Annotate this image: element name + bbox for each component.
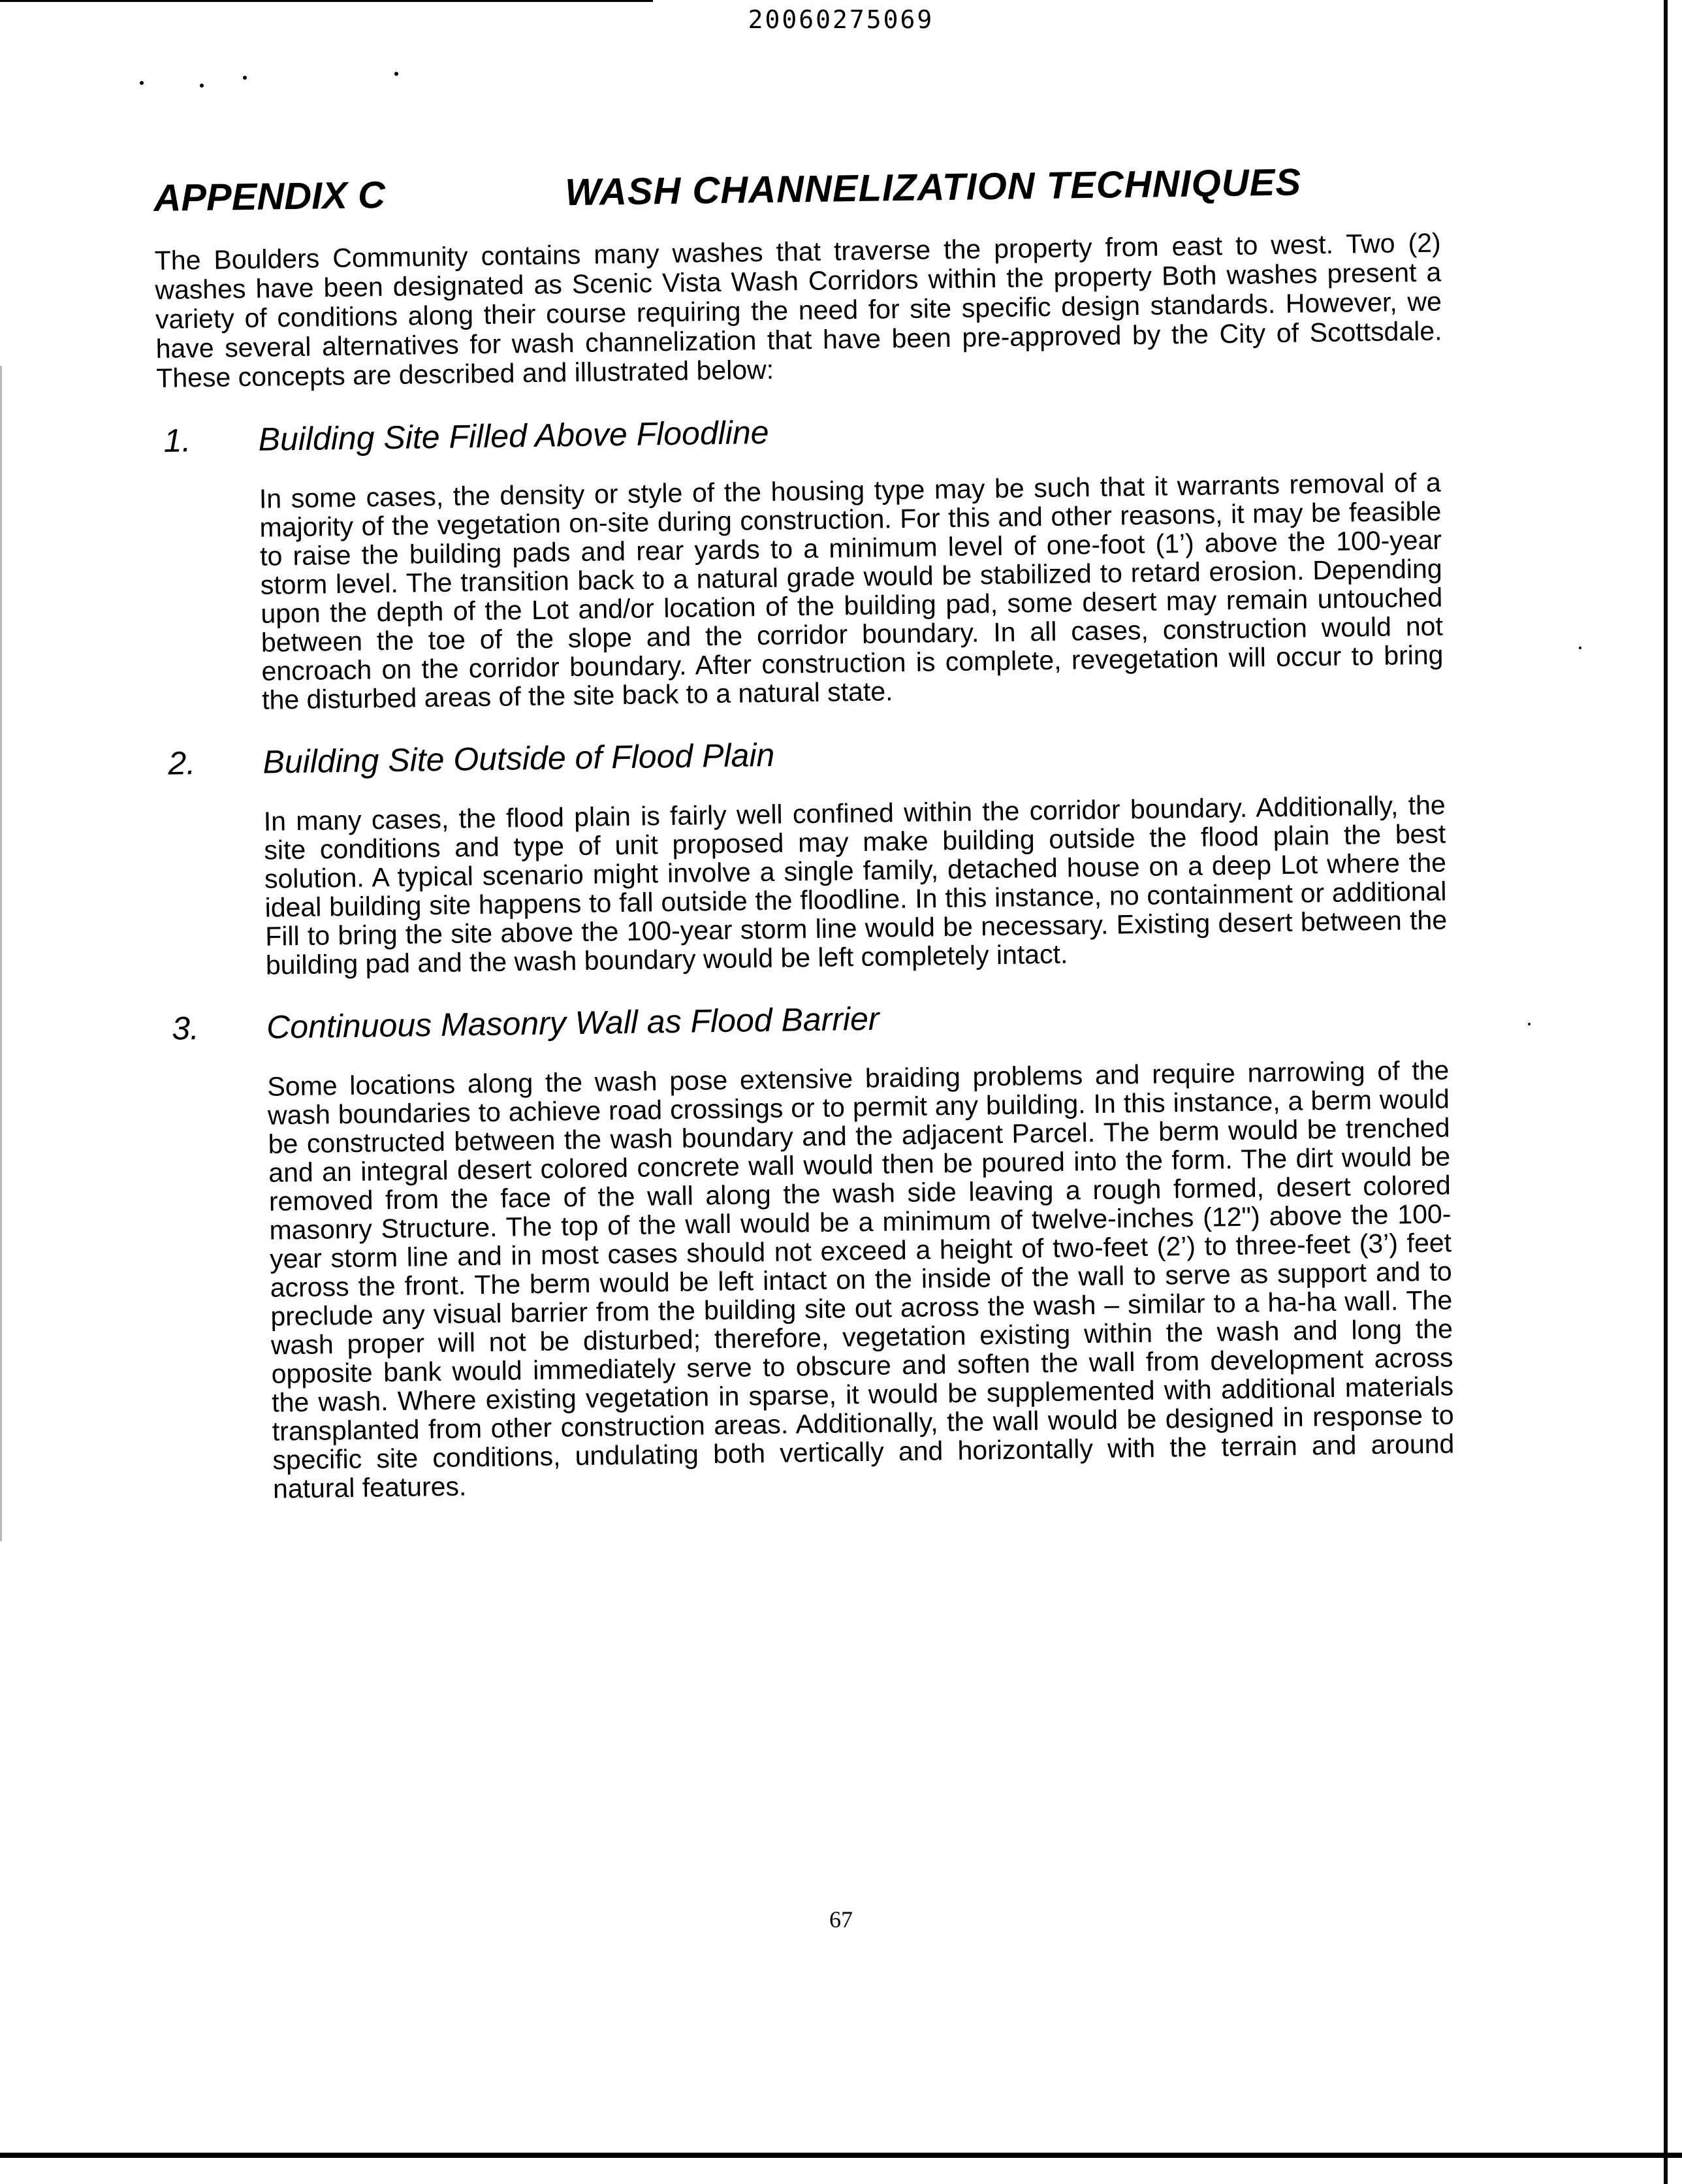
page-number: 67 bbox=[829, 1906, 853, 1933]
scan-speck bbox=[394, 72, 398, 76]
section-number: 1. bbox=[163, 422, 191, 459]
section-body: In some cases, the density or style of the housing type may be such that it warrants removal of a majority of the vegetation on-site during construction. For this and other reasons, it may be feasible to raise the building pads and rear yards to a minimum level of one-foot (1’) above the 100-year storm level. The transition back to a natural grade would be stabilized to retard erosion. Depending upon the depth of the Lot and/or location of the building pad, some desert may remain untouched between the toe of the slope and the corridor boundary. In all cases, construction would not encroach on the corridor boundary. After construction is complete, revegetation will occur to bring the disturbed areas of the site back to a natural state. bbox=[259, 467, 1444, 715]
scan-speck bbox=[140, 81, 144, 85]
section-body: Some locations along the wash pose extensive braiding problems and require narrowing of the wash boundaries to achieve road crossings or to permit any building. In this instance, a berm would be constructed between the wash boundary and the adjacent Parcel. The berm would be trenched and an integral desert colored concrete wall would then be poured into the form. The dirt would be removed from the face of the wall along the wash side leaving a rough formed, desert colored masonry Structure. The top of the wall would be a minimum of twelve-inches (12") above the 100-year storm line and in most cases should not exceed a height of two-feet (2’) to three-feet (3’) feet across the front. The berm would be left intact on the inside of the wall to serve as support and to preclude any visual barrier from the building site out across the wash – similar to a ha-ha wall. The wash proper will not be disturbed; therefore, vegetation existing within the wash and long the opposite bank would immediately serve to obscure and soften the wall from development across the wash. Where existing vegetation in sparse, it would be supplemented with additional materials transplanted from other construction areas. Additionally, the wall would be designed in response to specific site conditions, undulating both vertically and horizontally with the terrain and around natural features. bbox=[267, 1055, 1455, 1504]
section-heading bbox=[172, 991, 1472, 1048]
section-title: Continuous Masonry Wall as Flood Barrier bbox=[266, 1000, 880, 1046]
scan-speck bbox=[1579, 647, 1581, 649]
scan-artifact-bottom-edge bbox=[0, 2153, 1682, 2158]
section-body: In many cases, the flood plain is fairly well confined within the corridor boundary. Additionally, the site conditions and type of unit proposed may make building outside the flood plain the best solution. A typical scenario might involve a single family, detached house on a deep Lot where the ideal building site happens to fall outside the floodline. In this instance, no containment or additional Fill to bring the site above the 100-year storm line would be necessary. Existing desert between the building pad and the wash boundary would be left completely intact. bbox=[263, 790, 1448, 980]
section-number: 3. bbox=[171, 1010, 200, 1047]
appendix-label: APPENDIX C bbox=[153, 174, 386, 219]
scan-speck bbox=[243, 76, 247, 80]
scan-artifact-left-edge bbox=[0, 366, 2, 1541]
scan-artifact-top-line bbox=[0, 0, 653, 2]
section-1 bbox=[157, 404, 1467, 716]
section-number: 2. bbox=[168, 745, 196, 782]
page-content bbox=[153, 158, 1478, 1532]
section-2 bbox=[161, 726, 1470, 981]
intro-paragraph: The Boulders Community contains many washes that traverse the property from east to west. Two (2) washes have been designated as Scenic Vista Wash Corridors within the property Both washes present a variety of conditions along their course requiring the need for site specific design standards. However, we have several alternatives for wash channelization that have been pre-approved by the City of Scottsdale. These concepts are described and illustrated below: bbox=[154, 227, 1442, 393]
section-3 bbox=[165, 991, 1478, 1505]
section-heading bbox=[163, 404, 1463, 460]
scan-speck bbox=[1528, 1023, 1531, 1025]
scan-artifact-right-edge bbox=[1664, 0, 1668, 2184]
document-number: 20060275069 bbox=[748, 5, 934, 34]
appendix-heading bbox=[153, 158, 1460, 220]
section-heading bbox=[168, 726, 1468, 782]
section-title: Building Site Filled Above Floodline bbox=[258, 413, 769, 458]
scan-speck bbox=[200, 84, 204, 88]
section-title: Building Site Outside of Flood Plain bbox=[262, 736, 775, 780]
appendix-title: WASH CHANNELIZATION TECHNIQUES bbox=[564, 161, 1302, 214]
